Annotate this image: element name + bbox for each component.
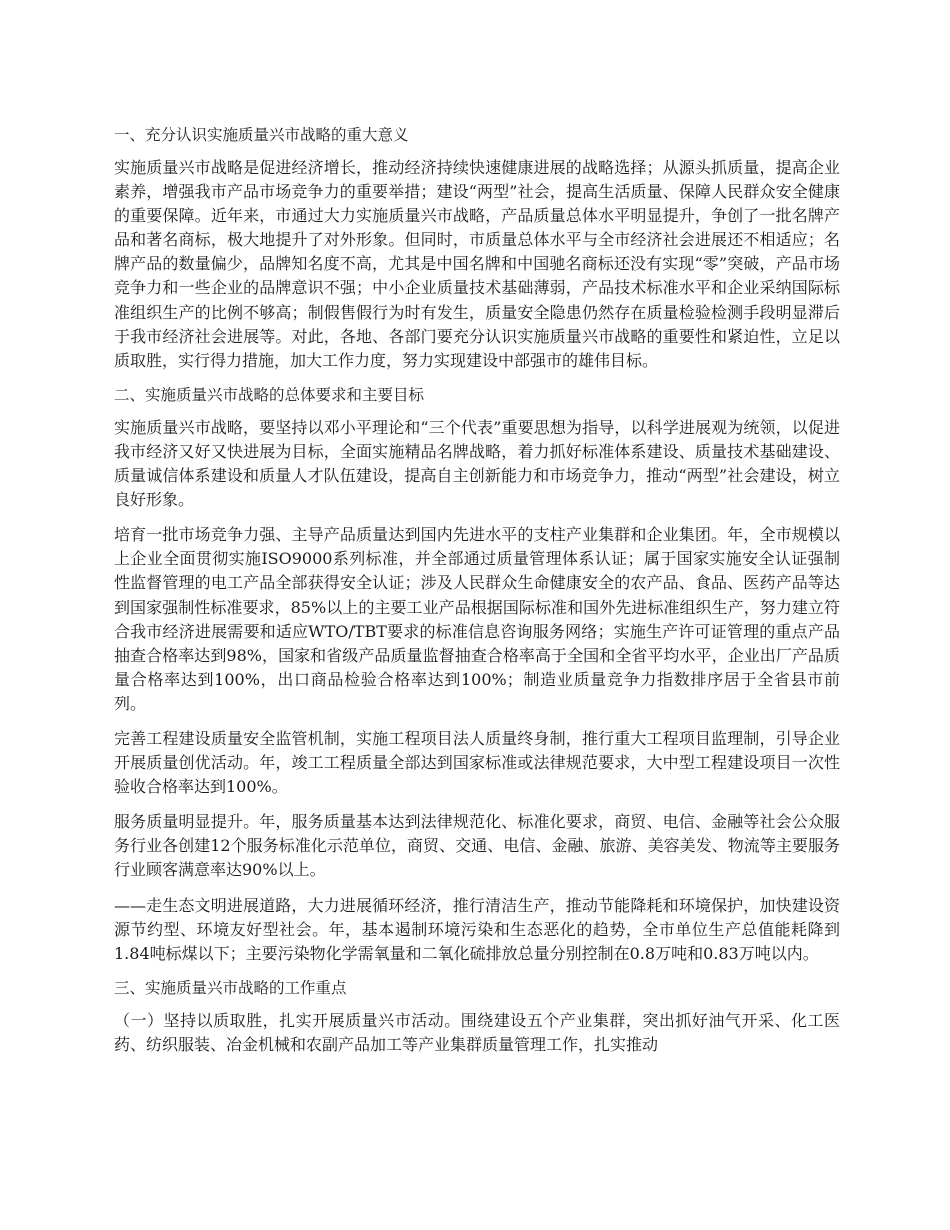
paragraph-service-quality: 服务质量明显提升。年，服务质量基本达到法律规范化、标准化要求，商贸、电信、金融等社会公众服务行业各创建12个服务标准化示范单位，商贸、交通、电信、金融、旅游、美容美发、物流等主要服务行业顾客满意率达90%以上。	[114, 812, 840, 880]
paragraph-ecology: ——走生态文明进展道路，大力进展循环经济，推行清洁生产，推动节能降耗和环境保护，加快建设资源节约型、环境友好型社会。年，基本遏制环境污染和生态恶化的趋势，全市单位生产总值能耗降到1.84吨标煤以下；主要污染物化学需氧量和二氧化硫排放总量分别控制在0.8万吨和0.83万吨以内。	[114, 895, 840, 963]
document-page	[114, 124, 840, 1068]
section-heading-2: 二、实施质量兴市战略的总体要求和主要目标	[114, 385, 425, 404]
paragraph-significance: 实施质量兴市战略是促进经济增长，推动经济持续快速健康进展的战略选择；从源头抓质量，提高企业素养，增强我市产品市场竞争力的重要举措；建设“两型”社会，提高生活质量、保障人民群众安全健康的重要保障。近年来，市通过大力实施质量兴市战略，产品质量总体水平明显提升，争创了一批名牌产品和著名商标，极大地提升了对外形象。但同时，市质量总体水平与全市经济社会进展还不相适应；名牌产品的数量偏少，品牌知名度不高，尤其是中国名牌和中国驰名商标还没有实现“零”突破，产品市场竞争力和一些企业的品牌意识不强；中小企业质量技术基础薄弱，产品技术标准水平和企业采纳国际标准组织生产的比例不够高；制假售假行为时有发生，质量安全隐患仍然存在质量检验检测手段明显滞后于我市经济社会进展等。对此，各地、各部门要充分认识实施质量兴市战略的重要性和紧迫性，立足以质取胜，实行得力措施，加大工作力度，努力实现建设中部强市的雄伟目标。	[114, 158, 840, 370]
paragraph-engineering-quality: 完善工程建设质量安全监管机制，实施工程项目法人质量终身制，推行重大工程项目监理制，引导企业开展质量创优活动。年，竣工工程质量全部达到国家标准或法律规范要求，大中型工程建设项目一次性验收合格率达到100%。	[114, 728, 840, 797]
paragraph-work-focus-1: （一）坚持以质取胜，扎实开展质量兴市活动。围绕建设五个产业集群，突出抓好油气开采、化工医药、纺织服装、冶金机械和农副产品加工等产业集群质量管理工作，扎实推动	[114, 1010, 840, 1054]
paragraph-industry-goals: 培育一批市场竞争力强、主导产品质量达到国内先进水平的支柱产业集群和企业集团。年，全市规模以上企业全面贯彻实施ISO9000系列标准，并全部通过质量管理体系认证；属于国家实施安全认证强制性监督管理的电工产品全部获得安全认证；涉及人民群众生命健康安全的农产品、食品、医药产品等达到国家强制性标准要求，85%以上的主要工业产品根据国际标准和国外先进标准组织生产，努力建立符合我市经济进展需要和适应WTO/TBT要求的标准信息咨询服务网络；实施生产许可证管理的重点产品抽查合格率达到98%，国家和省级产品质量监督抽查合格率高于全国和全省平均水平，企业出厂产品质量合格率达到100%，出口商品检验合格率达到100%；制造业质量竞争力指数排序居于全省县市前列。	[114, 525, 840, 713]
paragraph-general-requirements: 实施质量兴市战略，要坚持以邓小平理论和“三个代表”重要思想为指导，以科学进展观为统领，以促进我市经济又好又快进展为目标，全面实施精品名牌战略，着力抓好标准体系建设、质量技术基础建设、质量诚信体系建设和质量人才队伍建设，提高自主创新能力和市场竞争力，推动“两型”社会建设，树立良好形象。	[114, 417, 840, 510]
section-heading-3: 三、实施质量兴市战略的工作重点	[114, 978, 347, 997]
section-heading-1: 一、充分认识实施质量兴市战略的重大意义	[114, 126, 409, 144]
